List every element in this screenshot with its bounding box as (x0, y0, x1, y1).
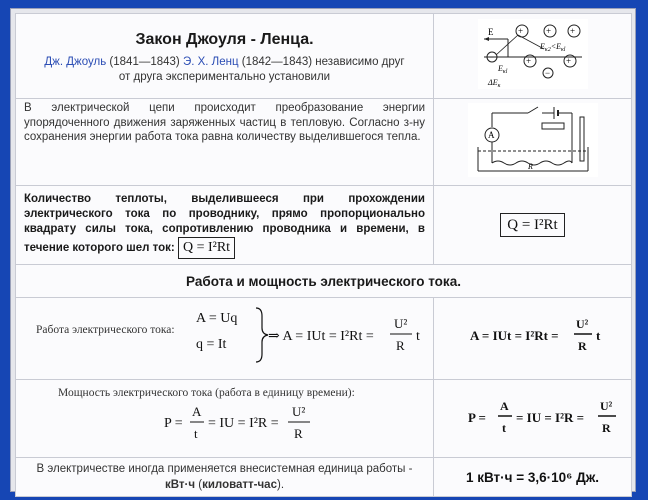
title-cell (16, 14, 434, 99)
kwh-unit-name: киловатт-час (202, 479, 277, 491)
intro-text: В электрической цепи происходит преобразование энергии упорядоченного движения заряженных частиц в тепловую. Согласно з-ну сохранения энергии работа тока равна количеству выделившегося тепла. (24, 102, 425, 143)
law-formula-boxed: Q = I²Rt (500, 213, 564, 237)
svg-text:Eк2<Eкl: $E_{к2}<E_{кl}$ (539, 41, 565, 53)
years-joule: (1841—1843) (109, 56, 180, 68)
diagram1-cell (434, 14, 632, 99)
power-p-eq: P = (164, 416, 183, 431)
svg-text:+: + (525, 55, 531, 66)
resistor-label: R (527, 161, 533, 171)
work-right-after: t (596, 328, 601, 343)
page-title: Закон Джоуля - Ленца. (135, 31, 314, 48)
law-text: Количество теплоты, выделившееся при прохождении электрического тока по проводнику, прямо пропорционально квадрату силы тока, сопротивлению проводника и времени, в течение которого шел ток: Q = I²Rt (16, 192, 433, 259)
law-cell (16, 186, 434, 265)
electron-collision-diagram (478, 19, 588, 89)
svg-text:+: + (569, 25, 575, 36)
work-label: Работа электрического тока: (36, 324, 175, 336)
power-cell (16, 380, 434, 458)
power-right-p: P = (468, 410, 486, 425)
work-frac-after: t (416, 329, 420, 344)
work-right-cell (434, 298, 632, 380)
work-right-num: U² (576, 317, 589, 331)
work-formula (16, 298, 434, 374)
work-formula-bold (434, 298, 632, 374)
power-right-f1-num: A (500, 399, 509, 413)
work-right-den: R (578, 339, 587, 353)
ammeter-label: A (487, 129, 494, 140)
work-frac-den: R (396, 338, 405, 353)
power-f1-den: t (194, 426, 198, 441)
svg-text:Eкl: $E_{кl}$ (497, 63, 507, 75)
power-label: Мощность электрического тока (работа в единицу времени): (58, 387, 355, 399)
work-chain: ⇒ A = IUt = I²Rt = (268, 329, 374, 344)
svg-text:ΔEк: $\Delta E_к$ (487, 77, 500, 89)
svg-text:−: − (488, 51, 494, 62)
work-frac-num: U² (394, 316, 408, 331)
diagram2-cell (434, 99, 632, 186)
physics-table (15, 13, 632, 497)
page-frame (10, 8, 636, 492)
power-f2-den: R (294, 426, 303, 441)
e-field-label: E (487, 26, 493, 37)
intro-cell (16, 99, 434, 186)
attribution (26, 55, 423, 85)
power-right-mid: = IU = I²R = (516, 410, 585, 425)
work-right-chain: A = IUt = I²Rt = (470, 328, 559, 343)
power-mid: = IU = I²R = (208, 416, 279, 431)
svg-text:+: + (517, 25, 523, 36)
attribution-line2: от друга экспериментально установили (118, 71, 331, 83)
calorimeter-diagram (468, 103, 598, 177)
section-title: Работа и мощность электрического тока. (186, 273, 461, 289)
kwh-unit: кВт·ч (164, 479, 196, 491)
law-formula-inline: Q = I²Rt (178, 237, 235, 259)
svg-text:−: − (544, 67, 550, 78)
kwh-value-cell (434, 458, 632, 497)
power-formula-bold (434, 380, 632, 452)
author-lenz-link[interactable]: Э. Х. Ленц (182, 56, 239, 68)
power-right-f2-num: U² (600, 399, 613, 413)
attribution-rest: независимо друг (315, 56, 405, 68)
kwh-cell (16, 458, 434, 497)
svg-text:+: + (565, 55, 571, 66)
system-eq1: A = Uq (196, 311, 238, 326)
years-lenz: (1842—1843) (241, 56, 313, 68)
kwh-text: В электричестве иногда применяется внесистемная единица работы - кВт·ч (киловатт-час). (36, 463, 413, 491)
svg-text:+: + (545, 25, 551, 36)
power-right-f1-den: t (502, 421, 506, 435)
power-f1-num: A (192, 404, 202, 419)
work-cell (16, 298, 434, 380)
kwh-value: 1 кВт·ч = 3,6·10⁶ Дж. (465, 469, 600, 485)
kwh-line1: В электричестве иногда применяется внесистемная единица работы - (36, 463, 413, 475)
power-right-cell (434, 380, 632, 458)
power-f2-num: U² (292, 404, 306, 419)
author-joule-link[interactable]: Дж. Джоуль (44, 56, 107, 68)
system-eq2: q = It (196, 337, 227, 352)
power-formula (16, 380, 434, 452)
section-header-cell (16, 265, 632, 298)
law-formula-cell (434, 186, 632, 265)
power-right-f2-den: R (602, 421, 611, 435)
